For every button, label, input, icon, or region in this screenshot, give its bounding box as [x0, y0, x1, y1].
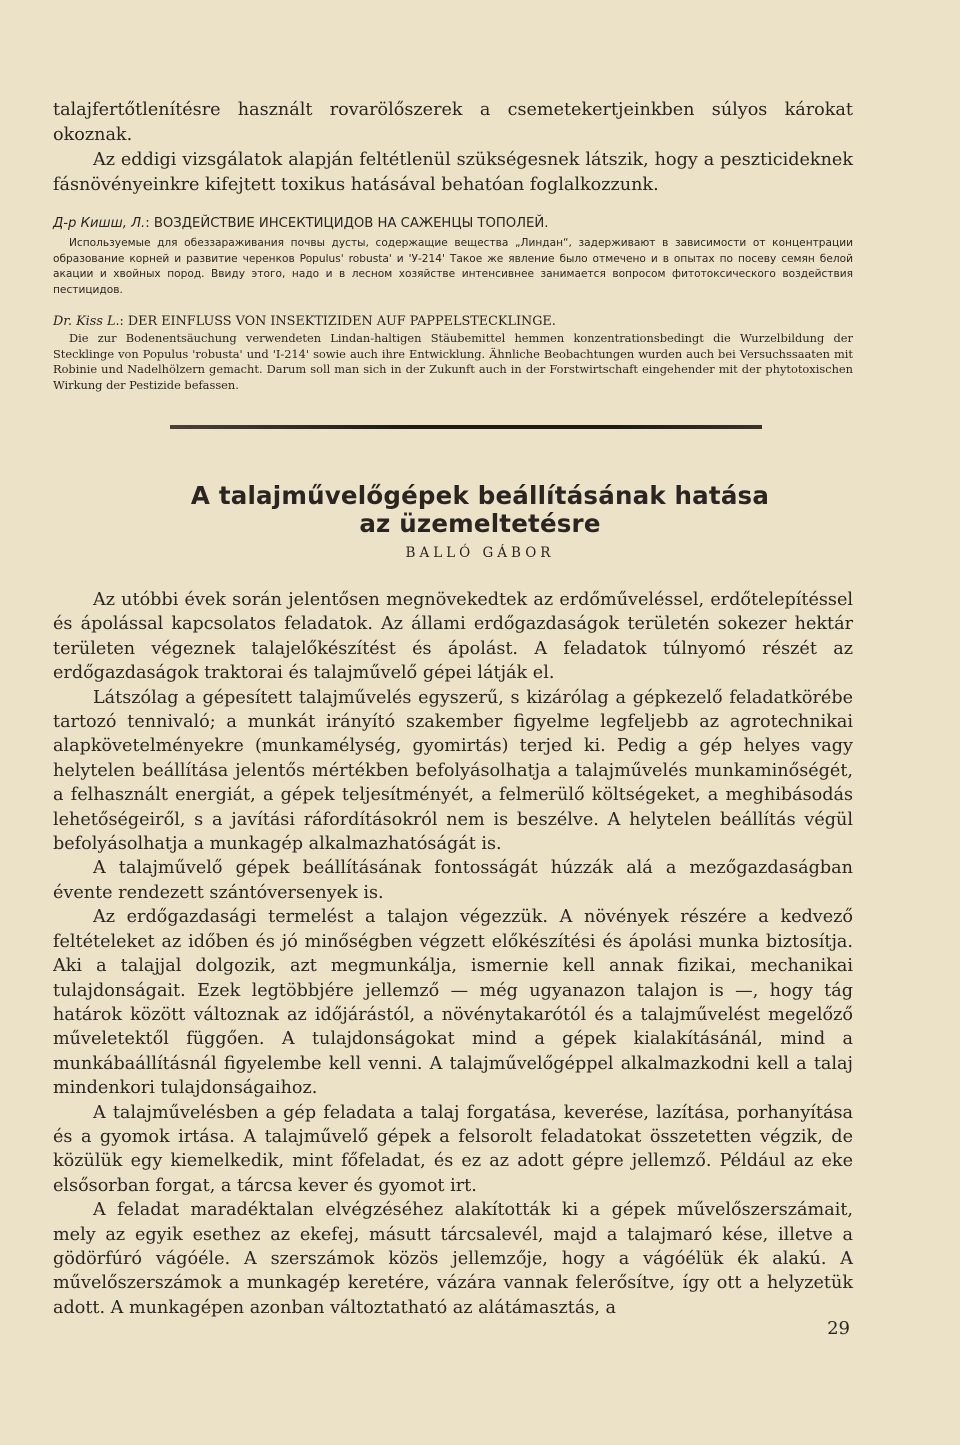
article-paragraph: Látszólag a gépesített talajművelés egyszerű, s kizárólag a gépkezelő feladatkörébe tartozó tennivaló; a munkát irányító szakember figyelme legfeljebb az agrotechnikai alapkövetelményekre (munkamélység, gyomirtás) terjed ki. Pedig a gép helyes vagy helytelen beállítása jelentős mértékben befolyásolhatja a talajművelés munkaminőségét, a felhasznált energiát, a gépek teljesítményét, a felmerülő költségeket, a meghibásodás lehetőségeiről, s a javítási ráfordításokról nem is beszélve. A helytelen beállítás végül befolyásolhatja a munkagép alkalmazhatóságát is.: [53, 687, 853, 855]
article-paragraph: A talajművelésben a gép feladata a talaj forgatása, keverése, lazítása, porhanyítása és a gyomok irtása. A talajművelő gépek a felsorolt feladatokat összetetten végzik, de közülük egy kiemelkedik, mint főfeladat, és ez az adott gépre jellemző. Például az eke elsősorban forgat, a tárcsa kever és gyomot irt.: [53, 1102, 853, 1196]
german-summary-author: Dr. Kiss L.: [53, 314, 120, 329]
german-summary-heading: [53, 313, 853, 331]
intro-paragraph: talajfertőtlenítésre használt rovarölőszerek a csemetekertjeinkben súlyos károkat okoznak.: [53, 100, 853, 145]
article-author: BALLÓ GÁBOR: [405, 545, 555, 561]
german-summary-body: Die zur Bodenentsäuchung verwendeten Lindan-haltigen Stäubemittel hemmen konzentrationsbedingt die Wurzelbildung der Stecklinge von Populus 'robusta' und 'I-214' sowie auch ihre Entwicklung. Ähnliche Beobachtungen wurden auch bei Versuchssaaten mit Robinie und Nadelhölzern gemacht. Darum soll man sich in der Zukunft auch in der Forstwirtschaft eingehender mit der phytotoxischen Wirkung der Pestizide befassen.: [53, 331, 853, 392]
russian-summary-title: : ВОЗДЕЙСТВИЕ ИНСЕКТИЦИДОВ НА САЖЕНЦЫ ТОПОЛЕЙ.: [145, 216, 549, 231]
article-paragraph: A feladat maradéktalan elvégzéséhez alakították ki a gépek művelőszerszámait, mely az egyik esethez az ekefej, másutt tárcsalevél, majd a talajmaró kése, illetve a gödörfúró vágóéle. A szerszámok közös jellemzője, hogy a vágóélük ék alakú. A művelőszerszámok a munkagép keretére, vázára vannak felerősítve, így ott a helyzetük adott. A munkagépen azonban változtatható az alátámasztás, a: [53, 1200, 853, 1318]
article-title-line: az üzemeltetésre: [359, 509, 601, 538]
article-body: [53, 588, 853, 1320]
article-paragraph: A talajművelő gépek beállításának fontosságát húzzák alá a mezőgazdaságban évente rendezett szántóversenyek is.: [53, 858, 853, 903]
intro-text: [53, 98, 853, 198]
article-title-line: A talajművelőgépek beállításának hatása: [190, 481, 770, 510]
russian-summary-body: Используемые для обеззараживания почвы дусты, содержащие вещества „Линдан“, задерживают в зависимости от концентрации образование корней и развитие черенков Populus' robusta' и 'У-214' Такое же явление было отмечено и в опытах по посеву семян белой акации и хвойных пород. Ввиду этого, надо и в лесном хозяйстве интенсивнее занимается вопросом фитотоксического воздействия пестицидов.: [53, 237, 853, 296]
page-number: 29: [827, 1318, 850, 1339]
intro-paragraph: Az eddigi vizsgálatok alapján feltétlenül szükségesnek látszik, hogy a peszticideknek fásnövényeinkre kifejtett toxikus hatásával behatóan foglalkozzunk.: [53, 150, 853, 195]
article-paragraph: Az erdőgazdasági termelést a talajon végezzük. A növények részére a kedvező feltételeket az időben és jó minőségben végzett előkészítési és ápolási munka biztosítja. Aki a talajjal dolgozik, azt megmunkálja, ismernie kell annak fizikai, mechanikai tulajdonságait. Ezek legtöbbjére jellemző — még ugyanazon talajon is —, hogy tág határok között változnak az időjárástól, a növénytakarótól és a talajművelést megelőző műveletektől függően. A tulajdonságokat mind a gépek kialakításánál, mind a munkábaállításnál figyelembe kell venni. A talajművelőgéppel alkalmazkodni kell a talaj mindenkori tulajdonságaihoz.: [53, 907, 853, 1099]
section-divider: [170, 425, 762, 429]
article-paragraph: Az utóbbi évek során jelentősen megnövekedtek az erdőműveléssel, erdőtelepítéssel és ápolással kapcsolatos feladatok. Az állami erdőgazdaságok területén sokezer hektár területen végeznek talajelőkészítést és ápolást. A feladatok túlnyomó részét az erdőgazdaságok traktorai és talajművelő gépei látják el.: [53, 590, 853, 684]
article-title: [0, 482, 960, 538]
russian-summary-author: Д-р Кишш, Л.: [53, 216, 146, 231]
russian-summary-heading: [53, 215, 853, 233]
german-summary-title: : DER EINFLUSS VON INSEKTIZIDEN AUF PAPPELSTECKLINGE.: [119, 314, 556, 329]
